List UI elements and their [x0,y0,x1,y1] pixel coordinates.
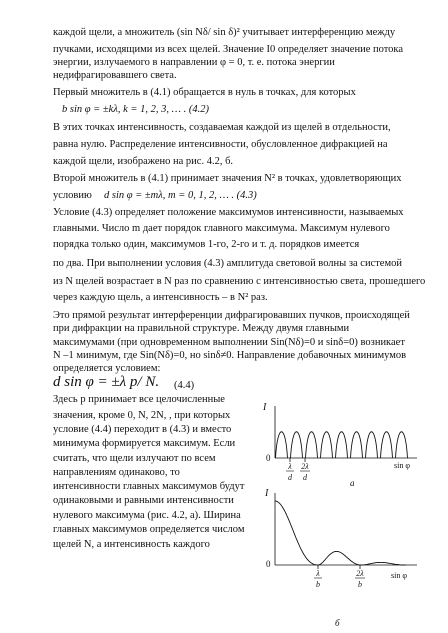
text-line: минимума формируется максимум. Если [53,438,236,449]
equation-4-2: b sin φ = ±kλ, k = 1, 2, 3, … . (4.2) [62,104,209,115]
text-line: энергии, излучаемого в направлении φ = 0, т. е. потока энергии [53,57,335,68]
text-line: каждой щели, а множитель (sin Nδ/ sin δ)² учитывает интерференцию между [53,27,396,38]
text-line: по два. При выполнении условия (4.3) амплитуда световой волны за системой [53,258,402,269]
figure-b-curve [275,501,406,565]
text-line: недифрагировавшего света. [53,70,177,81]
figure-a-tick1-den: d [288,473,292,482]
figure-a-xlabel: sin φ [394,461,410,470]
figure-a-tick2-num: 2λ [301,462,309,471]
text-line: через каждую щель, а интенсивность – в N² раз. [53,292,268,303]
text-line: главными. Число m дает порядок главного максимума. Максимум нулевого [53,223,390,234]
figure-b-tick1-num: λ [316,569,320,578]
text-line: значения, кроме 0, N, 2N, , при которых [53,410,231,421]
text-line: щелей N, а интенсивность каждого [53,539,210,550]
text-line: условие (4.4) переходит в (4.3) и вместо [53,424,232,435]
text-line: максимумами (при одновременном выполнении Sin(Nδ)=0 и sinδ=0) возникает [53,337,405,348]
text-line: равна нулю. Распределение интенсивности, обусловленное дифракцией на [53,139,388,150]
figure-a-curve [276,432,408,458]
equation-4-4-number: (4.4) [174,380,195,391]
text-line: В этих точках интенсивность, создаваемая каждой из щелей в отдельности, [53,122,391,133]
figure-a-grating-intensity [255,398,420,490]
figure-a-tick1-num: λ [288,462,292,471]
text-line: Это прямой результат интерференции дифрагировавших пучков, происходящей [53,310,410,321]
text-line: условию [53,190,92,201]
text-line: при дифракции на правильной структуре. Между двумя главными [53,323,350,334]
equation-4-3: d sin φ = ±mλ, m = 0, 1, 2, … . (4.3) [104,190,257,201]
figure-b-origin: 0 [266,559,271,569]
text-line: одинаковыми и равными интенсивности [53,495,234,506]
text-line: нулевого максимума (рис. 4.2, а). Ширина [53,510,241,521]
figure-b-tick2-num: 2λ [356,569,364,578]
figure-b-single-slit-intensity [255,483,420,633]
text-line: интенсивности главных максимумов будут [53,481,245,492]
figure-b-tick1-den: b [316,580,320,589]
text-line: считать, что щели излучают по всем [53,453,216,464]
figure-a-tick2-den: d [303,473,307,482]
text-line: порядка только один, максимумов 1-го, 2-го и т. д. порядков имеется [53,239,360,250]
figure-a-caption: а [350,478,355,488]
figure-b-ylabel: I [265,488,269,499]
text-line: направлениям одинаково, то [53,467,180,478]
text-line: определяется условием: [53,363,161,374]
text-line: Здесь p принимает все целочисленные [53,394,225,405]
figure-b-tick2-den: b [358,580,362,589]
text-line: Условие (4.3) определяет положение максимумов интенсивности, называемых [53,207,404,218]
text-line: главных максимумов определяется числом [53,524,245,535]
text-line: N –1 минимум, где Sin(Nδ)=0, но sinδ≠0. Направление добавочных минимумов [53,350,407,361]
text-line: Второй множитель в (4.1) принимает значения N² в точках, удовлетворяющих [53,173,402,184]
figure-b-caption: б [335,618,340,628]
text-line: из N щелей возрастает в N раз по сравнению с интенсивностью света, прошедшего [53,276,426,287]
equation-4-4: d sin φ = ±λ p/ N. [53,374,160,390]
text-line: каждой щели, изображено на рис. 4.2, б. [53,156,234,167]
figure-a-origin: 0 [266,453,271,463]
text-line: Первый множитель в (4.1) обращается в нуль в точках, для которых [53,87,356,98]
text-line: пучками, исходящими из всех щелей. Значение I0 определяет значение потока [53,44,404,55]
figure-b-xlabel: sin φ [391,571,407,580]
figure-a-ylabel: I [263,402,267,413]
